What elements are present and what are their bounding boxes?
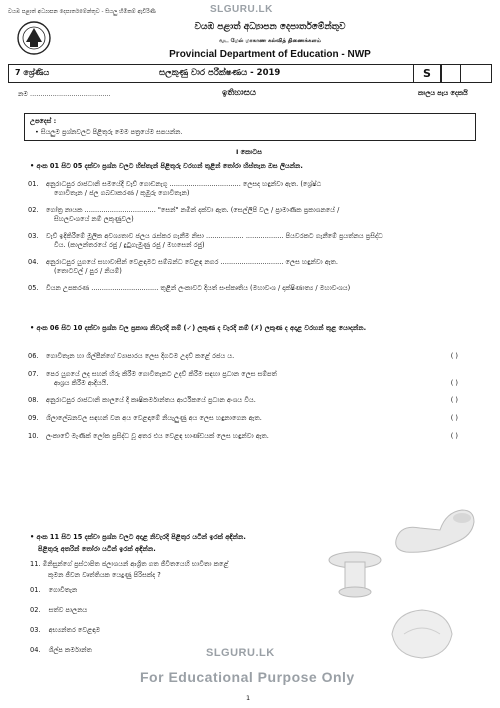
question-text: ගොවිතැන හා ශිල්පීන්ගේ ව්‍යාපාරය ලෙස දිගටම උදව් කළේ රජය ය. <box>46 352 235 360</box>
question-03 <box>28 232 478 258</box>
section3-heading-cont: පිළිතුරු අතරින් තෝරා යටින් ඉරක් අඳින්න. <box>38 545 156 553</box>
option-number: 02. <box>30 606 41 614</box>
exam-title: සලකුණු වාර පරීක්ෂණය - 2019 <box>159 68 281 78</box>
question-number: 06. <box>28 352 39 360</box>
question-text-cont: විය. (කාලන්තරයේ රජු / දුටුගැමුණු රජු / මහසෙන් රජු) <box>54 241 205 249</box>
question-09 <box>28 414 478 432</box>
question-number: 03. <box>28 232 39 240</box>
question-11-line1: 11. මිනිසුන්ගේ ප්‍රස්ථාපිත ජලාශයන් ආශ්‍රිත ගත ජීවිතයෙහි භාවිතා කළේ <box>30 560 229 568</box>
artifact-image-middle <box>325 548 385 604</box>
option-03[interactable] <box>30 626 100 646</box>
option-01[interactable] <box>30 586 100 606</box>
option-text: ගොවිතැන <box>48 586 78 594</box>
question-text: ලංකාවේ මැණික් ලෝක ප්‍රසිද්ධ වූ අතර එය වෙළඳ භාණ්ඩයක් ලෙස හඳුන්වා ඇත. <box>46 432 269 440</box>
question-number: 08. <box>28 396 39 404</box>
name-label: නම ....................................... <box>18 90 111 98</box>
question-text: ශිලාලේඛනවල සඳහන් වන අය වෙළඳාමේ නියැලුණු අය ලෙස හඳුනාගෙන ඇත. <box>46 414 262 422</box>
question-number: 04. <box>28 258 39 266</box>
question-text: අනුරාධපුර රාජධානි කාලයේ දී කෘෂිකර්මාන්තය ආර්ථිකයේ ප්‍රධාන අංශය විය. <box>46 396 256 404</box>
dept-sinhala: වයඹ පළාත් අධ්‍යාපන දෙපාර්තමේන්තුව <box>194 22 346 32</box>
question-text: අනුරාධපුර රාජධානි සමයේදී වැව් ගොඩනැගූ .................................. ලෙසද හඳුන්වා ඇත. (ශ්‍රේෂ්ඨ <box>46 180 322 188</box>
question-text-cont: ආශ්‍රය කිරීම ආදියයි. <box>54 379 109 387</box>
instructions-box <box>24 113 476 141</box>
options-list <box>30 586 100 666</box>
instructions-item: • සියලුම ප්‍රශ්නවලට පිළිතුරු මෙම පත්‍රයේම සපයන්න. <box>35 128 183 137</box>
watermark-bottom: SLGURU.LK <box>206 647 275 659</box>
artifact-image-top <box>390 500 480 564</box>
code-blank-box <box>441 64 461 83</box>
question-number: 01. <box>28 180 39 188</box>
watermark-top: SLGURU.LK <box>210 4 273 15</box>
question-04 <box>28 258 478 284</box>
dept-english: Provincial Department of Education - NWP <box>169 49 371 60</box>
section2-heading: • අංක 06 සිට 10 දක්වා ප්‍රශ්න වල ප්‍රකාශ නිවැරදි නම් (✓) ලකුණ ද වැරදි නම් (✗) ලකුණ ද අදාළ වරහන් තුළ යොදන්න. <box>30 324 470 333</box>
question-02 <box>28 206 478 232</box>
question-text: පෙර යුගයේ ලද සහන් හිරු කිරීම ගොවිතැනට උදව් කිරීම සඳහා ප්‍රධාන ලෙස සම්පත් <box>46 370 277 378</box>
question-text-cont: (තොටවල් / පුර / නියම්) <box>54 267 122 275</box>
page-number: 1 <box>246 694 251 702</box>
option-04[interactable] <box>30 646 100 666</box>
option-number: 04. <box>30 646 41 654</box>
top-line: වයඹ පළාත් අධ්‍යාපන දෙපාර්තමේන්තුව - සියලු හිමිකම් ඇවිරිණි <box>8 9 156 15</box>
part-label: I කොටස <box>236 148 262 156</box>
question-10 <box>28 432 478 450</box>
option-number: 03. <box>30 626 41 634</box>
question-07 <box>28 370 478 396</box>
answer-bracket[interactable]: ( ) <box>450 432 458 440</box>
question-text: ගෝත්‍ර නායක .................................. "සෙන්" නමින් දක්වා ඇත. (සෙල්ලිපි වල / ප්‍රාමාණික ප්‍රකාශනයේ / <box>46 206 340 214</box>
info-row <box>8 64 492 83</box>
answer-bracket[interactable]: ( ) <box>450 379 458 387</box>
question-number: 07. <box>28 370 39 378</box>
question-number: 10. <box>28 432 39 440</box>
option-text: සත්ව පාලනය <box>48 606 88 614</box>
subject-code: S <box>423 67 431 80</box>
question-text-cont: ගොවිතැන / ජල ගබඩාකරණ / කුඹුරු ගොවිතැන) <box>54 189 190 197</box>
answer-bracket[interactable]: ( ) <box>450 396 458 404</box>
question-number: 05. <box>28 284 39 292</box>
time-allowed: කාලය පැය දෙකයි <box>418 89 468 97</box>
section1-list <box>28 180 478 302</box>
question-08 <box>28 396 478 414</box>
section2-list <box>28 352 478 450</box>
instructions-title: උපදෙස් : <box>30 117 57 125</box>
question-01 <box>28 180 478 206</box>
dept-tamil: வட மேல் மாகாண கல்வித் திணைக்களம் <box>219 38 321 44</box>
section1-heading: • අංක 01 සිට 05 දක්වා ප්‍රශ්න වලට හිස්තැන් පිළිතුරු වරහන් තුළින් තෝරා හිස්තැන ඔස ලියන්න. <box>30 162 303 171</box>
question-text: වියන උපකරණ ................................ තුළින් ලංකාවට දියත් සංස්කෘතිය (මහාවංශ / දාක්ෂිණාත්‍ය / මහාවංශය) <box>46 284 351 292</box>
question-text-cont: සිහලවංශයේ නම් ලකුණුවල) <box>54 215 134 223</box>
question-06 <box>28 352 478 370</box>
artifact-image-bottom <box>382 604 462 668</box>
option-text: ශිල්ප කර්මාන්ත <box>48 646 92 654</box>
question-text: වැව් ඉදිකිරීමේ මූලික අවශ්‍යතාව ජලය රැස්කර ගැනීම නිසා .................. .................. පියවරකට ගැනීමේ ප්‍රයත්නය ප්‍රසිද්ධ <box>46 232 383 240</box>
provincial-logo <box>16 18 52 58</box>
watermark-purpose: For Educational Purpose Only <box>140 669 355 685</box>
section3-heading: • අංක 11 සිට 15 දක්වා ප්‍රශ්න වලට අදාළ නිවැරදි පිළිතුර යටින් ඉරක් අඳින්න. <box>30 533 350 542</box>
answer-bracket[interactable]: ( ) <box>450 414 458 422</box>
subject-code-box <box>413 64 441 83</box>
option-text: අභ්‍යන්තර වෙළඳාම <box>48 626 101 634</box>
answer-bracket[interactable]: ( ) <box>450 352 458 360</box>
question-05 <box>28 284 478 302</box>
question-11-line2: කුමන ජීවන වෘත්තියක යෙදුණු පිරිසක්ද ? <box>48 571 161 579</box>
option-number: 01. <box>30 586 41 594</box>
question-number: 02. <box>28 206 39 214</box>
grade-label: 7 ශ්‍රේණිය <box>15 68 50 77</box>
question-text: අනුරාධපුර යුගයේ සහාවාසීන් වෙළඳාමට සම්බන්ධ වෙළඳ නගර .............................. ලෙස හඳුන්වා ඇත. <box>46 258 339 266</box>
question-number: 09. <box>28 414 39 422</box>
option-02[interactable] <box>30 606 100 626</box>
subject-name: ඉතිහාසය <box>222 88 256 98</box>
